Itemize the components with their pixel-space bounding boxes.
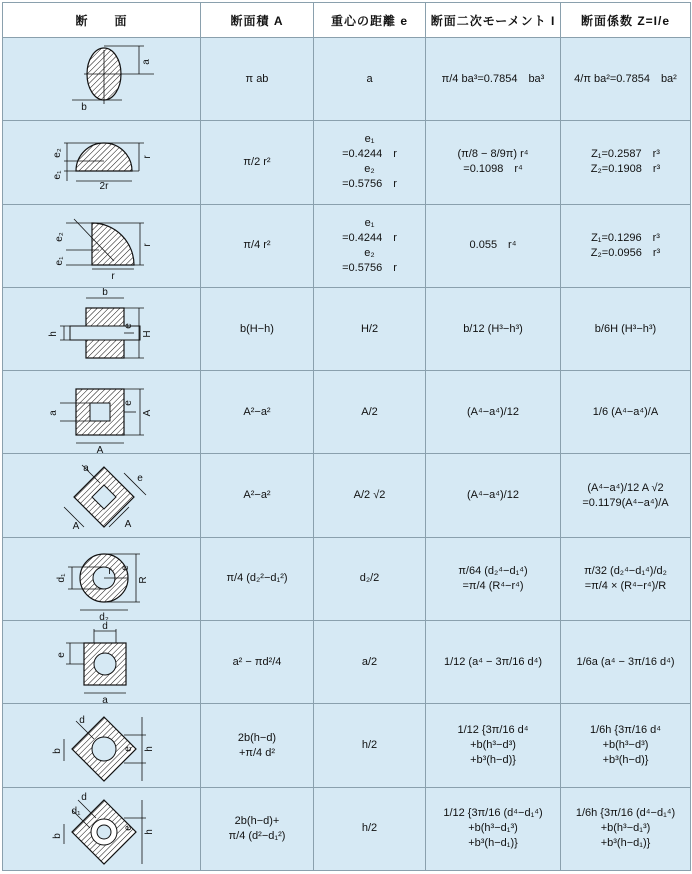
dimension-label: H <box>141 330 153 338</box>
section-diagram-cell <box>3 537 201 620</box>
area-cell <box>201 121 314 204</box>
centroid-cell <box>314 704 426 787</box>
formula-line: 4/π ba²=0.7854 ba² <box>574 72 677 85</box>
formula-line: 1/6a (a⁴ − 3π/16 d⁴) <box>576 655 675 668</box>
table-header-row <box>3 3 691 38</box>
area-cell <box>201 371 314 454</box>
dimension-label: b <box>51 747 63 754</box>
dimension-label: e <box>55 652 67 658</box>
formula-line: =0.4244 r <box>342 148 397 161</box>
dimension-label: e <box>122 400 134 407</box>
formula-line: 1/6h {3π/16 d⁴ <box>589 724 662 737</box>
modulus-cell <box>561 537 691 620</box>
section-diagram-cell <box>3 287 201 370</box>
dimension-label: h <box>143 829 155 835</box>
formula-line: h/2 <box>361 822 378 835</box>
dimension-label: e <box>136 472 143 484</box>
formula-line: (π/8 − 8/9π) r⁴ <box>457 148 529 161</box>
dimension-label: e₂ <box>53 232 65 242</box>
dimension-label: A <box>96 445 103 454</box>
formula-line: +b³(h−d)} <box>602 754 649 767</box>
dimension-label: r <box>141 155 153 160</box>
formula-line: h/2 <box>361 739 378 752</box>
modulus-cell <box>561 121 691 204</box>
formula-line: +b(h³−d₁³) <box>600 822 651 835</box>
table-row <box>3 121 691 204</box>
formula-line: b/12 (H³−h³) <box>463 322 523 335</box>
formula-line: π/4 (d₂²−d₁²) <box>226 572 288 585</box>
formula-line: b(H−h) <box>240 322 274 335</box>
dimension-label: b <box>80 102 87 114</box>
dimension-label: b <box>51 833 63 839</box>
dimension-label: R <box>137 576 149 584</box>
section-diagram-cell <box>3 787 201 870</box>
formula-line: a/2 <box>361 655 378 668</box>
formula-line: 1/12 {3π/16 (d⁴−d₁⁴) <box>443 807 543 820</box>
centroid-cell <box>314 371 426 454</box>
formula-line: +b(h³−d³) <box>602 739 649 752</box>
section-diagram-cell <box>3 121 201 204</box>
centroid-cell <box>314 204 426 287</box>
section-diagram-cell <box>3 371 201 454</box>
inertia-cell <box>426 537 561 620</box>
dimension-label: e₂ <box>51 148 63 159</box>
table-row <box>3 537 691 620</box>
dimension-label: A <box>124 518 131 530</box>
dimension-label: e <box>122 323 134 329</box>
section-diagram <box>4 455 200 537</box>
ring-inner <box>97 825 111 839</box>
formula-line: e₁ <box>364 133 375 146</box>
section-diagram <box>4 371 200 453</box>
formula-line: =0.5756 r <box>342 178 397 191</box>
table-row <box>3 204 691 287</box>
dimension-label: e <box>122 825 134 831</box>
section-diagram-cell <box>3 454 201 537</box>
dimension-label: d <box>78 714 85 726</box>
dimension-label: d₁ <box>71 805 80 817</box>
dimension-label: d <box>101 621 108 633</box>
section-diagram <box>4 705 200 787</box>
formula-line: +b³(h−d)} <box>470 754 516 767</box>
formula-line: π/2 r² <box>243 155 271 168</box>
modulus-cell <box>561 787 691 870</box>
formula-line: =0.4244 r <box>342 231 397 244</box>
dimension-label: d₁ <box>55 573 67 583</box>
dimension-label: e₁ <box>51 170 63 180</box>
modulus-cell <box>561 454 691 537</box>
inertia-cell <box>426 287 561 370</box>
formula-line: π/4 (d²−d₁²) <box>228 829 286 842</box>
modulus-cell <box>561 38 691 121</box>
section-properties-table <box>2 2 691 871</box>
formula-line: 0.055 r⁴ <box>469 239 517 252</box>
dimension-label: A <box>72 520 79 532</box>
formula-line: a <box>366 72 373 85</box>
dimension-label: r <box>141 243 153 247</box>
dimension-label: h <box>47 331 59 337</box>
formula-line: +b(h³−d₁³) <box>468 822 518 835</box>
formula-line: 2b(h−d) <box>237 731 277 744</box>
formula-line: d₂/2 <box>359 572 380 585</box>
table-row <box>3 787 691 870</box>
formula-line: =0.5756 r <box>342 261 397 274</box>
formula-line: b/6H (H³−h³) <box>594 322 657 335</box>
inertia-cell <box>426 787 561 870</box>
dimension-label: a <box>101 695 108 704</box>
formula-line: Z₂=0.1908 r³ <box>590 163 661 176</box>
section-diagram <box>4 38 200 120</box>
dimension-label: a <box>82 462 89 474</box>
area-cell <box>201 38 314 121</box>
formula-line: 1/12 {3π/16 d⁴ <box>457 724 529 737</box>
dimension-label: d₂ <box>98 611 109 620</box>
section-diagram-cell <box>3 621 201 704</box>
header-section-modulus: 断面係数 Z=I/e <box>561 3 691 38</box>
formula-line: π/4 r² <box>243 239 271 252</box>
formula-line: e₂ <box>364 163 375 176</box>
section-diagram-cell <box>3 38 201 121</box>
table-row <box>3 621 691 704</box>
centroid-cell <box>314 121 426 204</box>
semicircle-section <box>76 143 132 171</box>
inertia-cell <box>426 621 561 704</box>
header-area: 断面積 A <box>201 3 314 38</box>
area-cell <box>201 537 314 620</box>
area-cell <box>201 204 314 287</box>
dimension-label: r <box>110 270 115 282</box>
modulus-cell <box>561 621 691 704</box>
area-cell <box>201 621 314 704</box>
dimension-label: e <box>122 745 134 752</box>
centroid-cell <box>314 787 426 870</box>
centroid-cell <box>314 287 426 370</box>
inertia-cell <box>426 204 561 287</box>
section-diagram <box>4 621 200 703</box>
header-centroid-distance: 重心の距離 e <box>314 3 426 38</box>
dimension-label: e <box>119 565 131 571</box>
inertia-cell <box>426 121 561 204</box>
formula-line: Z₂=0.0956 r³ <box>590 246 661 259</box>
formula-line: e₂ <box>364 246 375 259</box>
area-cell <box>201 704 314 787</box>
formula-line: A/2 <box>361 405 378 418</box>
formula-line: +b(h³−d³) <box>470 739 516 752</box>
centroid-cell <box>314 537 426 620</box>
dimension-label: a <box>47 410 59 417</box>
dimension-label: b <box>101 288 108 299</box>
formula-line: π/64 (d₂⁴−d₁⁴) <box>458 564 528 577</box>
formula-line: π/32 (d₂⁴−d₁⁴)/d₂ <box>584 564 667 577</box>
section-diagram-cell <box>3 704 201 787</box>
hole <box>92 737 116 761</box>
dimension-label: a <box>140 59 152 65</box>
section-diagram <box>4 121 200 203</box>
centroid-cell <box>314 621 426 704</box>
table-row <box>3 454 691 537</box>
dimension-label: r <box>107 565 112 577</box>
formula-line: a² − πd²/4 <box>232 655 282 668</box>
centroid-cell <box>314 38 426 121</box>
formula-line: A/2 √2 <box>353 489 386 502</box>
dimension-label: 2r <box>99 181 108 193</box>
area-cell <box>201 454 314 537</box>
header-section: 断 面 <box>3 3 201 38</box>
modulus-cell <box>561 704 691 787</box>
formula-line: A²−a² <box>243 489 271 502</box>
area-cell <box>201 287 314 370</box>
modulus-cell <box>561 371 691 454</box>
formula-line: +π/4 d² <box>238 746 276 759</box>
section-diagram <box>4 288 200 370</box>
formula-line: π/4 ba³=0.7854 ba³ <box>441 72 545 85</box>
formula-line: =π/4 (R⁴−r⁴) <box>462 579 524 592</box>
formula-line: Z₁=0.2587 r³ <box>591 148 660 161</box>
formula-line: 1/6h {3π/16 (d⁴−d₁⁴) <box>575 807 676 820</box>
formula-line: +b³(h−d₁)} <box>600 837 651 850</box>
formula-line: Z₁=0.1296 r³ <box>591 231 660 244</box>
dimension-label: d <box>80 791 87 803</box>
table-row <box>3 371 691 454</box>
formula-line: =π/4 × (R⁴−r⁴)/R <box>584 579 667 592</box>
modulus-cell <box>561 204 691 287</box>
formula-line: (A⁴−a⁴)/12 <box>467 405 519 418</box>
inertia-cell <box>426 704 561 787</box>
hole <box>94 653 116 675</box>
section-diagram <box>4 788 200 870</box>
formula-line: H/2 <box>360 322 379 335</box>
area-cell <box>201 787 314 870</box>
dimension-label: A <box>141 409 153 417</box>
table-row <box>3 38 691 121</box>
formula-line: =0.1179(A⁴−a⁴)/A <box>582 496 669 509</box>
section-diagram <box>4 538 200 620</box>
formula-line: +b³(h−d₁)} <box>468 837 518 850</box>
formula-line: A²−a² <box>243 405 271 418</box>
header-moment-of-inertia: 断面二次モーメント I <box>426 3 561 38</box>
formula-line: (A⁴−a⁴)/12 <box>467 489 519 502</box>
formula-line: 2b(h−d)+ <box>234 814 280 827</box>
table-row <box>3 287 691 370</box>
inertia-cell <box>426 38 561 121</box>
formula-line: 1/6 (A⁴−a⁴)/A <box>592 405 659 418</box>
dimension-label: e₁ <box>53 256 65 266</box>
modulus-cell <box>561 287 691 370</box>
inertia-cell <box>426 371 561 454</box>
centroid-cell <box>314 454 426 537</box>
formula-line: 1/12 (a⁴ − 3π/16 d⁴) <box>443 655 543 668</box>
table-row <box>3 704 691 787</box>
formula-line: π ab <box>245 72 269 85</box>
section-diagram <box>4 205 200 287</box>
formula-line: e₁ <box>364 216 375 229</box>
inner-square <box>90 403 110 421</box>
formula-line: =0.1098 r⁴ <box>463 163 523 176</box>
section-diagram-cell <box>3 204 201 287</box>
formula-line: (A⁴−a⁴)/12 A √2 <box>587 481 664 494</box>
dimension-label: h <box>143 745 155 752</box>
inertia-cell <box>426 454 561 537</box>
